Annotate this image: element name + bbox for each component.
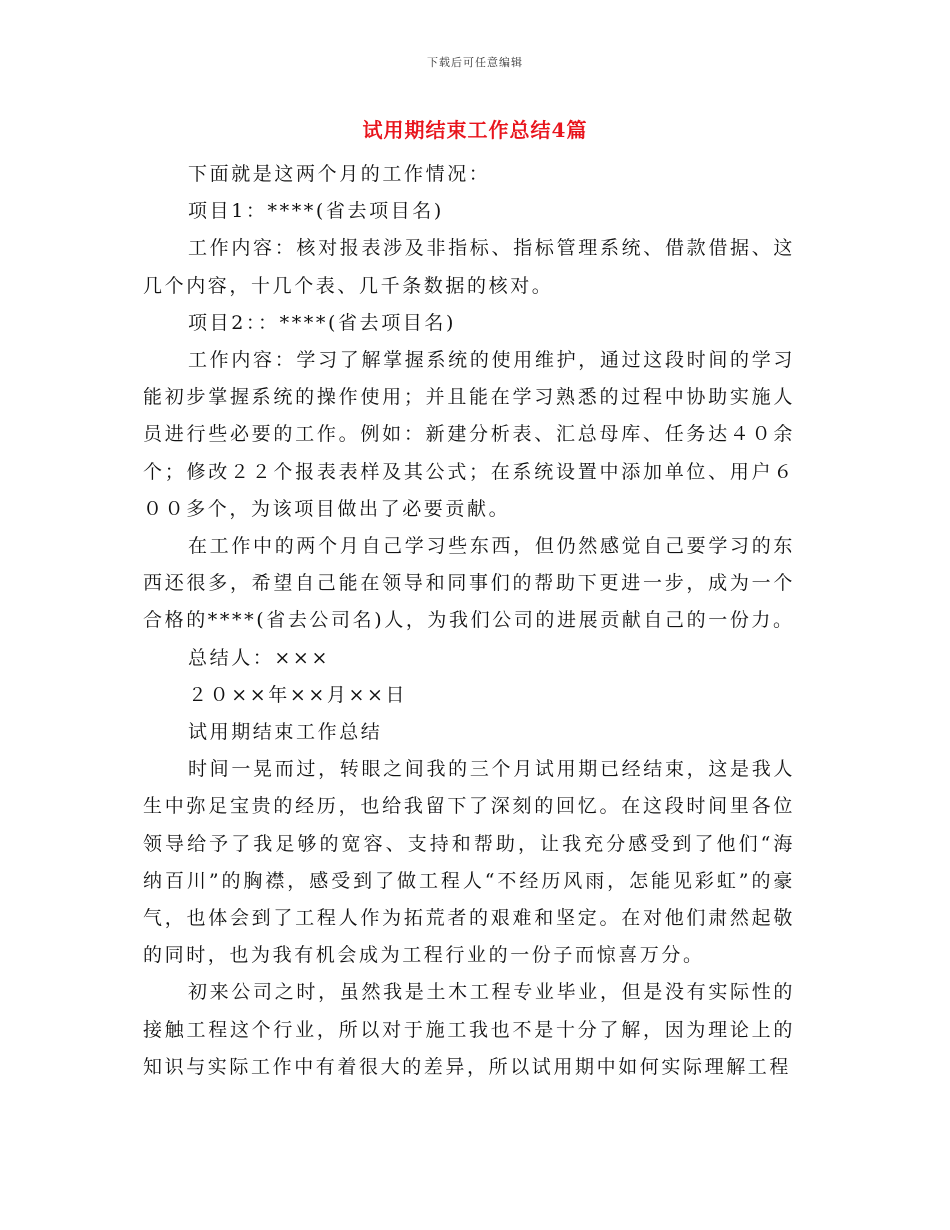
- paragraph-section-heading: 试用期结束工作总结: [188, 721, 383, 744]
- paragraph-project-1-content: 工作内容：核对报表涉及非指标、指标管理系统、借款借据、这几个内容，十几个表、几千条数据的核对。: [143, 237, 795, 297]
- paragraph-intro: 下面就是这两个月的工作情况：: [188, 163, 491, 185]
- paragraph-time-passes: 时间一晃而过，转眼之间我的三个月试用期已经结束，这是我人生中弥足宝贵的经历，也给我留下了深刻的回忆。在这段时间里各位领导给予了我足够的宽容、支持和帮助，让我充分感受到了他们“海纳百川”的胸襟，感受到了做工程人“不经历风雨，怎能见彩虹”的豪气，也体会到了工程人作为拓荒者的艰难和坚定。在对他们肃然起敬的同时，也为我有机会成为工程行业的一份子而惊喜万分。: [143, 758, 795, 967]
- paragraph-signature: 总结人：×××: [188, 646, 330, 669]
- paragraph-reflection: 在工作中的两个月自己学习些东西，但仍然感觉自己要学习的东西还很多，希望自己能在领导和同事们的帮助下更进一步，成为一个合格的****(省去公司名)人，为我们公司的进展贡献自己的一份力。: [143, 535, 795, 632]
- paragraph-project-2-content: 工作内容：学习了解掌握系统的使用维护，通过这段时间的学习能初步掌握系统的操作使用；并且能在学习熟悉的过程中协助实施人员进行些必要的工作。例如：新建分析表、汇总母库、任务达４０余个；修改２２个报表表样及其公式；在系统设置中添加单位、用户６００多个，为该项目做出了必要贡献。: [143, 349, 795, 520]
- paragraph-first-arrival: 初来公司之时，虽然我是土木工程专业毕业，但是没有实际性的接触工程这个行业，所以对于施工我也不是十分了解，因为理论上的知识与实际工作中有着很大的差异，所以试用期中如何实际理解工程: [143, 981, 795, 1078]
- document-title: 试用期结束工作总结4篇: [362, 118, 588, 142]
- paragraph-project-1: 项目1：****(省去项目名): [188, 200, 444, 223]
- paragraph-project-2: 项目2：：****(省去项目名): [188, 311, 457, 334]
- paragraph-date: ２０××年××月××日: [188, 683, 408, 706]
- document-body: [143, 156, 795, 1086]
- header-note: 下载后可任意编辑: [427, 56, 523, 69]
